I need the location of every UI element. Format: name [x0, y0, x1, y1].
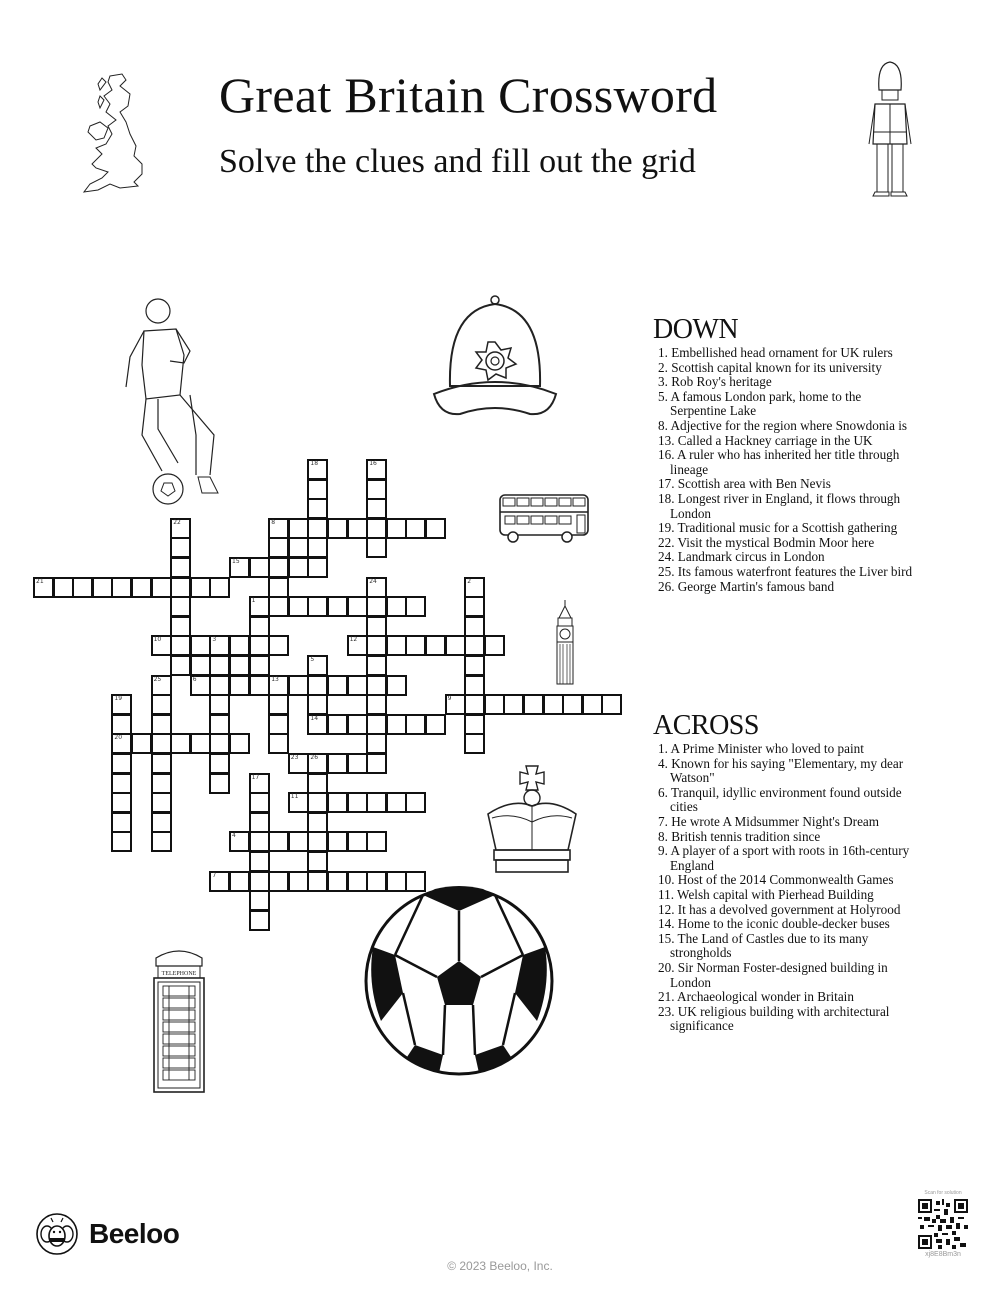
grid-cell[interactable]: [386, 792, 407, 813]
solution-qr[interactable]: [913, 1190, 973, 1258]
royal-guard-icon: [865, 60, 915, 200]
clue-number: 7: [212, 871, 217, 879]
clue-number: 26: [310, 754, 319, 761]
grid-cell[interactable]: [307, 714, 328, 735]
grid-cell[interactable]: [288, 537, 309, 558]
grid-cell[interactable]: [327, 871, 348, 892]
down-heading: DOWN: [653, 314, 739, 345]
grid-cell[interactable]: [268, 831, 289, 852]
across-clue: 23. UK religious building with architectural significance: [658, 1003, 890, 1034]
grid-cell[interactable]: [249, 851, 270, 872]
grid-cell[interactable]: [307, 851, 328, 872]
grid-cell[interactable]: [268, 577, 289, 598]
grid-cell[interactable]: [268, 518, 289, 539]
down-clue-list: [653, 346, 915, 594]
grid-cell[interactable]: [327, 792, 348, 813]
grid-cell[interactable]: [170, 655, 191, 676]
beeloo-logo[interactable]: [35, 1212, 179, 1256]
grid-cell[interactable]: [151, 792, 172, 813]
clue-number: 21: [36, 577, 44, 585]
page-subtitle: Solve the clues and fill out the grid: [219, 143, 696, 180]
grid-cell[interactable]: [327, 675, 348, 696]
grid-cell[interactable]: [386, 518, 407, 539]
grid-cell[interactable]: [111, 773, 132, 794]
down-clue: 24. Landmark circus in London: [658, 549, 825, 565]
grid-cell[interactable]: [582, 694, 603, 715]
grid-cell[interactable]: [288, 596, 309, 617]
police-helmet-icon: [430, 292, 560, 422]
grid-cell[interactable]: [366, 479, 387, 500]
grid-cell[interactable]: [327, 518, 348, 539]
grid-cell[interactable]: [366, 655, 387, 676]
across-clue: 4. Known for his saying "Elementary, my dear Watson": [658, 755, 904, 786]
grid-cell[interactable]: [347, 792, 368, 813]
down-clue: 8. Adjective for the region where Snowdonia is: [658, 417, 908, 433]
grid-cell[interactable]: [111, 812, 132, 833]
grid-cell[interactable]: [288, 557, 309, 578]
across-clue: 11. Welsh capital with Pierhead Building: [658, 886, 874, 902]
clue-number: 20: [114, 734, 123, 742]
down-clue: 16. A ruler who has inherited her title through lineage: [658, 447, 900, 477]
across-clue-list: [653, 742, 915, 1034]
grid-cell[interactable]: [405, 871, 426, 892]
grid-cell[interactable]: [464, 655, 485, 676]
grid-cell[interactable]: [249, 616, 270, 637]
grid-cell[interactable]: [347, 871, 368, 892]
svg-text:TELEPHONE: TELEPHONE: [161, 971, 197, 977]
clue-number: 14: [310, 714, 319, 722]
grid-cell[interactable]: [503, 694, 524, 715]
grid-cell[interactable]: [209, 871, 230, 892]
across-clue: 9. A player of a sport with roots in 16th-century England: [658, 843, 910, 873]
clue-number: 16: [369, 460, 377, 467]
grid-cell[interactable]: [190, 655, 211, 676]
grid-cell[interactable]: [190, 577, 211, 598]
grid-cell[interactable]: [307, 675, 328, 696]
grid-cell[interactable]: [307, 871, 328, 892]
grid-cell[interactable]: [92, 577, 113, 598]
grid-cell[interactable]: [307, 537, 328, 558]
grid-cell[interactable]: [405, 518, 426, 539]
grid-cell[interactable]: [366, 675, 387, 696]
grid-cell[interactable]: [307, 773, 328, 794]
grid-cell[interactable]: [111, 577, 132, 598]
across-clue: 15. The Land of Castles due to its many strongholds: [658, 930, 869, 961]
grid-cell[interactable]: [445, 635, 466, 656]
qr-caption: Scan for solution: [924, 1190, 962, 1196]
telephone-booth-icon: [153, 946, 205, 1094]
grid-cell[interactable]: [209, 753, 230, 774]
down-clue: 19. Traditional music for a Scottish gathering: [658, 520, 898, 536]
grid-cell[interactable]: [151, 694, 172, 715]
grid-cell[interactable]: [229, 675, 250, 696]
grid-cell[interactable]: [386, 871, 407, 892]
clue-number: 6: [192, 675, 197, 683]
grid-cell[interactable]: [347, 714, 368, 735]
across-clue: 12. It has a devolved government at Holyrood: [658, 901, 901, 917]
grid-cell[interactable]: [170, 596, 191, 617]
grid-cell[interactable]: [288, 831, 309, 852]
grid-cell[interactable]: [366, 498, 387, 519]
grid-cell[interactable]: [268, 714, 289, 735]
grid-cell[interactable]: [268, 694, 289, 715]
grid-cell[interactable]: [484, 694, 505, 715]
grid-cell[interactable]: [464, 675, 485, 696]
grid-cell[interactable]: [151, 635, 172, 656]
across-clue: 6. Tranquil, idyllic environment found outside cities: [658, 784, 902, 815]
clue-number: 11: [290, 793, 299, 801]
grid-cell[interactable]: [366, 753, 387, 774]
down-clue: 2. Scottish capital known for its university: [658, 359, 882, 375]
grid-cell[interactable]: [366, 616, 387, 637]
grid-cell[interactable]: [307, 655, 328, 676]
across-clue: 7. He wrote A Midsummer Night's Dream: [658, 813, 880, 829]
down-clue: 26. George Martin's famous band: [658, 578, 835, 594]
grid-cell[interactable]: [111, 694, 132, 715]
grid-cell[interactable]: [249, 635, 270, 656]
grid-cell[interactable]: [170, 537, 191, 558]
grid-cell[interactable]: [601, 694, 622, 715]
grid-cell[interactable]: [249, 890, 270, 911]
grid-cell[interactable]: [249, 910, 270, 931]
grid-cell[interactable]: [366, 518, 387, 539]
clue-number: 17: [251, 773, 260, 781]
grid-cell[interactable]: [386, 675, 407, 696]
down-clue: 3. Rob Roy's heritage: [658, 374, 772, 390]
grid-cell[interactable]: [268, 635, 289, 656]
grid-cell[interactable]: [33, 577, 54, 598]
grid-cell[interactable]: [307, 753, 328, 774]
grid-cell[interactable]: [209, 577, 230, 598]
grid-cell[interactable]: [327, 831, 348, 852]
grid-cell[interactable]: [347, 675, 368, 696]
across-clue: 20. Sir Norman Foster-designed building in London: [658, 959, 888, 990]
grid-cell[interactable]: [425, 635, 446, 656]
grid-cell[interactable]: [131, 577, 152, 598]
clue-number: 12: [349, 636, 358, 644]
grid-cell[interactable]: [405, 792, 426, 813]
grid-cell[interactable]: [111, 733, 132, 754]
grid-cell[interactable]: [190, 733, 211, 754]
grid-cell[interactable]: [111, 753, 132, 774]
clue-number: 23: [290, 754, 299, 761]
grid-cell[interactable]: [170, 577, 191, 598]
grid-cell[interactable]: [170, 616, 191, 637]
grid-cell[interactable]: [366, 596, 387, 617]
down-clue: 25. Its famous waterfront features the Liver bird: [658, 563, 913, 579]
grid-cell[interactable]: [307, 459, 328, 480]
grid-cell[interactable]: [170, 733, 191, 754]
grid-cell[interactable]: [464, 694, 485, 715]
grid-cell[interactable]: [366, 871, 387, 892]
grid-cell[interactable]: [151, 714, 172, 735]
down-clue: 5. A famous London park, home to the Serpentine Lake: [658, 388, 862, 419]
grid-cell[interactable]: [327, 714, 348, 735]
grid-cell[interactable]: [209, 655, 230, 676]
down-clue: 18. Longest river in England, it flows through London: [658, 490, 901, 521]
grid-cell[interactable]: [366, 792, 387, 813]
down-clues: [653, 316, 915, 594]
qr-code-icon: [918, 1199, 968, 1249]
grid-cell[interactable]: [229, 831, 250, 852]
grid-cell[interactable]: [405, 596, 426, 617]
clue-number: 9: [447, 695, 452, 703]
clue-number: 18: [310, 460, 319, 467]
grid-cell[interactable]: [464, 733, 485, 754]
clue-number: 3: [212, 636, 217, 644]
clue-number: 4: [232, 832, 236, 840]
grid-cell[interactable]: [249, 773, 270, 794]
clue-number: 19: [114, 695, 123, 703]
grid-cell[interactable]: [425, 714, 446, 735]
across-clue: 14. Home to the iconic double-decker buses: [658, 916, 890, 932]
grid-cell[interactable]: [366, 635, 387, 656]
grid-cell[interactable]: [268, 675, 289, 696]
grid-cell[interactable]: [249, 655, 270, 676]
clue-number: 1: [251, 597, 256, 605]
grid-cell[interactable]: [307, 812, 328, 833]
across-clue: 10. Host of the 2014 Commonwealth Games: [658, 872, 894, 888]
grid-cell[interactable]: [249, 792, 270, 813]
grid-cell[interactable]: [249, 596, 270, 617]
grid-cell[interactable]: [288, 753, 309, 774]
grid-cell[interactable]: [268, 596, 289, 617]
grid-cell[interactable]: [268, 537, 289, 558]
grid-cell[interactable]: [111, 831, 132, 852]
brand-name: Beeloo: [89, 1218, 180, 1249]
grid-cell[interactable]: [249, 675, 270, 696]
grid-cell[interactable]: [484, 635, 505, 656]
grid-cell[interactable]: [209, 694, 230, 715]
across-clues: [653, 712, 915, 1034]
across-clue: 8. British tennis tradition since: [658, 828, 821, 844]
across-clue: 21. Archaeological wonder in Britain: [658, 989, 854, 1005]
grid-cell[interactable]: [209, 635, 230, 656]
page-title: Great Britain Crossword: [219, 67, 718, 123]
grid-cell[interactable]: [307, 596, 328, 617]
grid-cell[interactable]: [72, 577, 93, 598]
grid-cell[interactable]: [151, 812, 172, 833]
clue-number: 8: [271, 518, 276, 526]
grid-cell[interactable]: [366, 733, 387, 754]
grid-cell[interactable]: [209, 675, 230, 696]
down-clue: 22. Visit the mystical Bodmin Moor here: [658, 534, 875, 550]
grid-cell[interactable]: [268, 733, 289, 754]
grid-cell[interactable]: [151, 577, 172, 598]
grid-cell[interactable]: [366, 459, 387, 480]
grid-cell[interactable]: [53, 577, 74, 598]
grid-cell[interactable]: [288, 675, 309, 696]
grid-cell[interactable]: [366, 714, 387, 735]
grid-cell[interactable]: [366, 577, 387, 598]
across-clue: 1. A Prime Minister who loved to paint: [658, 741, 864, 756]
clue-number: 15: [232, 558, 240, 565]
grid-cell[interactable]: [288, 518, 309, 539]
grid-cell[interactable]: [268, 557, 289, 578]
grid-cell[interactable]: [307, 694, 328, 715]
clue-number: 2: [467, 577, 472, 585]
grid-cell[interactable]: [347, 635, 368, 656]
uk-map-icon: [70, 68, 150, 196]
grid-cell[interactable]: [268, 871, 289, 892]
grid-cell[interactable]: [249, 812, 270, 833]
across-heading: ACROSS: [653, 710, 759, 741]
bee-icon: [35, 1212, 79, 1256]
grid-cell[interactable]: [366, 537, 387, 558]
grid-cell[interactable]: [327, 753, 348, 774]
clue-number: 5: [310, 656, 315, 663]
grid-cell[interactable]: [229, 635, 250, 656]
clue-number: 13: [271, 675, 279, 683]
down-clue: 13. Called a Hackney carriage in the UK: [658, 432, 873, 448]
grid-cell[interactable]: [307, 792, 328, 813]
grid-cell[interactable]: [464, 616, 485, 637]
grid-cell[interactable]: [464, 714, 485, 735]
grid-cell[interactable]: [151, 675, 172, 696]
grid-cell[interactable]: [288, 871, 309, 892]
grid-cell[interactable]: [209, 733, 230, 754]
grid-cell[interactable]: [347, 753, 368, 774]
grid-cell[interactable]: [347, 518, 368, 539]
grid-cell[interactable]: [229, 557, 250, 578]
down-clue: 17. Scottish area with Ben Nevis: [658, 476, 831, 492]
grid-cell[interactable]: [464, 635, 485, 656]
grid-cell[interactable]: [229, 733, 250, 754]
grid-cell[interactable]: [464, 596, 485, 617]
grid-cell[interactable]: [523, 694, 544, 715]
grid-cell[interactable]: [209, 714, 230, 735]
grid-cell[interactable]: [445, 694, 466, 715]
clue-number: 24: [369, 577, 377, 585]
grid-cell[interactable]: [543, 694, 564, 715]
clue-number: 10: [153, 636, 162, 644]
grid-cell[interactable]: [307, 498, 328, 519]
grid-cell[interactable]: [151, 753, 172, 774]
grid-cell[interactable]: [170, 518, 191, 539]
grid-cell[interactable]: [249, 557, 270, 578]
grid-cell[interactable]: [307, 557, 328, 578]
grid-cell[interactable]: [405, 635, 426, 656]
grid-cell[interactable]: [386, 596, 407, 617]
grid-cell[interactable]: [170, 635, 191, 656]
grid-cell[interactable]: [425, 518, 446, 539]
grid-cell[interactable]: [111, 714, 132, 735]
qr-code-id: xj8E8Bm3n: [925, 1251, 961, 1258]
grid-cell[interactable]: [151, 733, 172, 754]
grid-cell[interactable]: [366, 831, 387, 852]
grid-cell[interactable]: [405, 714, 426, 735]
grid-cell[interactable]: [327, 596, 348, 617]
down-clue: 1. Embellished head ornament for UK rulers: [658, 345, 893, 360]
grid-cell[interactable]: [386, 635, 407, 656]
grid-cell[interactable]: [288, 792, 309, 813]
grid-cell[interactable]: [190, 675, 211, 696]
grid-cell[interactable]: [151, 831, 172, 852]
grid-cell[interactable]: [366, 694, 387, 715]
grid-cell[interactable]: [111, 792, 132, 813]
grid-cell[interactable]: [307, 518, 328, 539]
grid-cell[interactable]: [307, 479, 328, 500]
grid-cell[interactable]: [229, 655, 250, 676]
grid-cell[interactable]: [347, 596, 368, 617]
grid-cell[interactable]: [249, 831, 270, 852]
clue-number: 22: [173, 518, 181, 526]
clue-number: 25: [153, 675, 162, 683]
grid-cell[interactable]: [131, 733, 152, 754]
grid-cell[interactable]: [562, 694, 583, 715]
grid-cell[interactable]: [347, 831, 368, 852]
grid-cell[interactable]: [151, 773, 172, 794]
copyright: © 2023 Beeloo, Inc.: [447, 1259, 553, 1273]
grid-cell[interactable]: [464, 577, 485, 598]
grid-cell[interactable]: [229, 871, 250, 892]
crossword-grid: [33, 459, 633, 939]
grid-cell[interactable]: [170, 557, 191, 578]
grid-cell[interactable]: [307, 831, 328, 852]
grid-cell[interactable]: [209, 773, 230, 794]
grid-cell[interactable]: [190, 635, 211, 656]
grid-cell[interactable]: [386, 714, 407, 735]
grid-cell[interactable]: [249, 871, 270, 892]
